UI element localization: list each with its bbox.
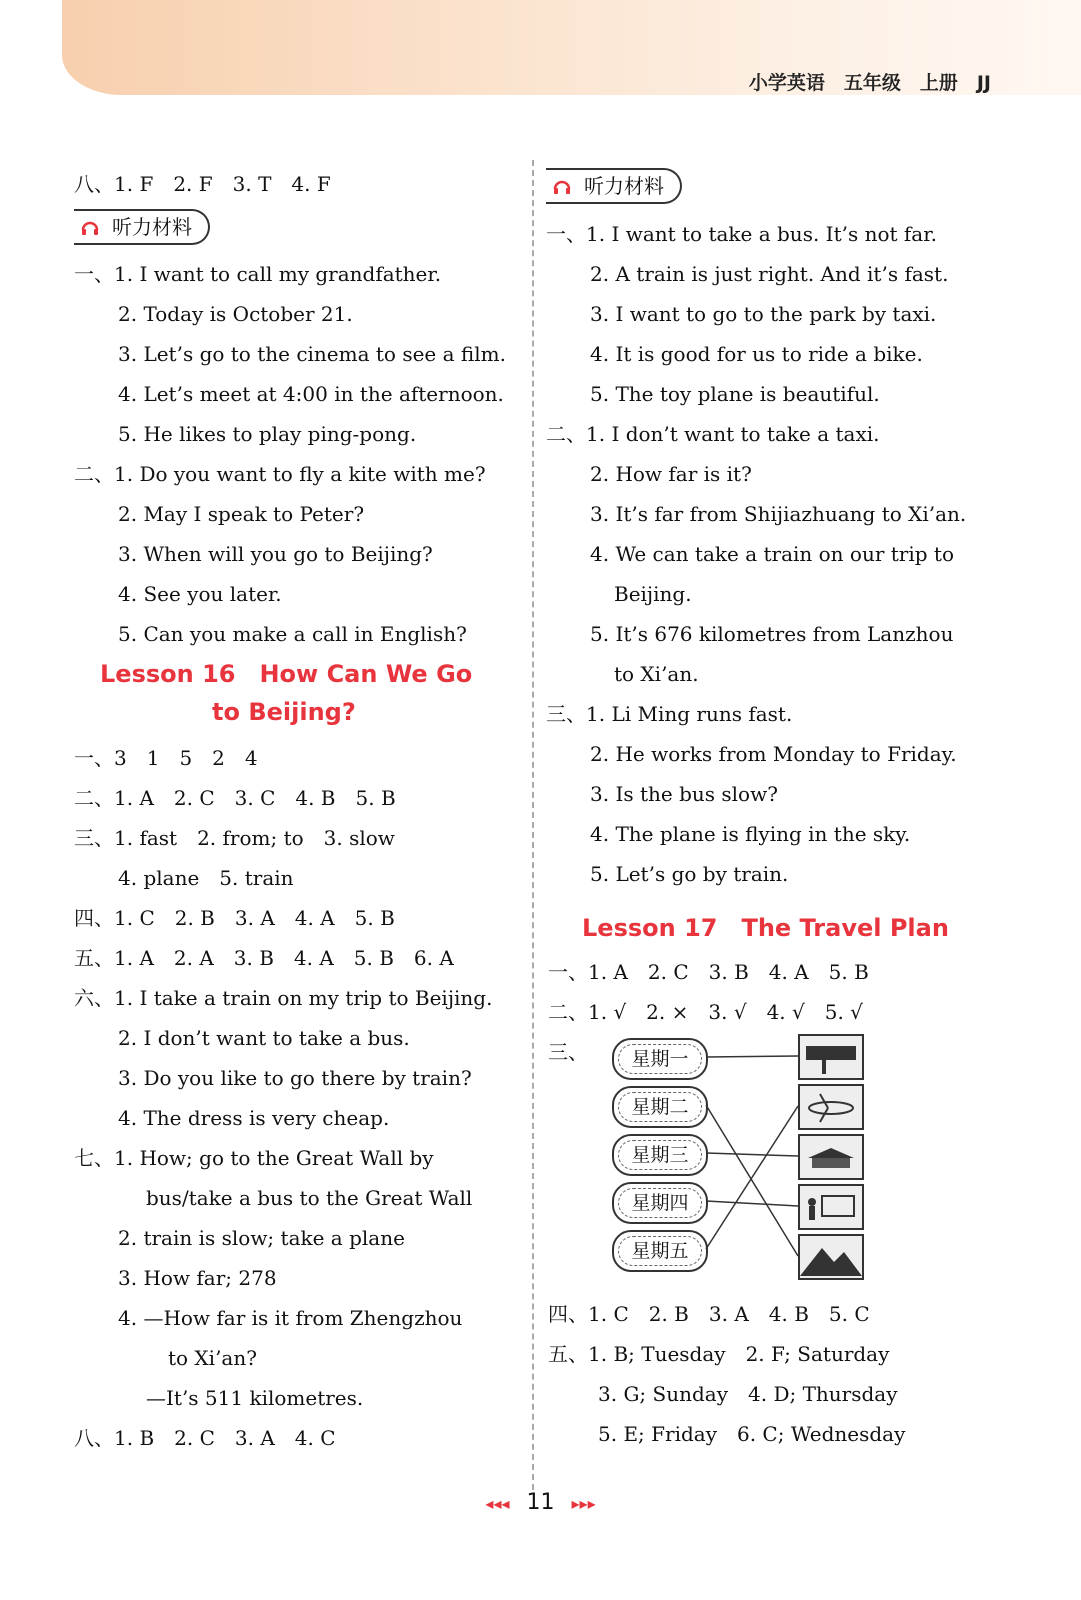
- answer-line: 五、1. A 2. A 3. B 4. A 5. B 6. A: [74, 946, 454, 970]
- answer-line: 六、1. I take a train on my trip to Beijing.: [74, 986, 493, 1010]
- answer-line: to Xi’an.: [614, 662, 699, 686]
- answer-line: 2. He works from Monday to Friday.: [590, 742, 957, 766]
- answer-line: 3. It’s far from Shijiazhuang to Xi’an.: [590, 502, 967, 526]
- answer-line: 4. Let’s meet at 4:00 in the afternoon.: [118, 382, 504, 406]
- answer-line: 五、1. B; Tuesday 2. F; Saturday: [548, 1342, 890, 1366]
- day-pill: 星期四: [612, 1182, 708, 1224]
- answer-line: bus/take a bus to the Great Wall: [146, 1186, 473, 1210]
- day-pill: 星期五: [612, 1230, 708, 1272]
- answer-line: 2. A train is just right. And it’s fast.: [590, 262, 949, 286]
- answer-line: 4. plane 5. train: [118, 866, 294, 890]
- answer-line: 4. It is good for us to ride a bike.: [590, 342, 923, 366]
- answer-line: 4. The dress is very cheap.: [118, 1106, 390, 1130]
- answer-line: 四、1. C 2. B 3. A 4. B 5. C: [548, 1302, 870, 1326]
- answer-line: 2. How far is it?: [590, 462, 752, 486]
- lesson17-title: Lesson 17 The Travel Plan: [582, 914, 949, 942]
- prev-arrows-icon: ◂◂◂: [485, 1494, 510, 1513]
- answer-line: 3. Is the bus slow?: [590, 782, 778, 806]
- answer-line: 4. See you later.: [118, 582, 282, 606]
- answer-line: 2. I don’t want to take a bus.: [118, 1026, 410, 1050]
- answer-line: 二、1. I don’t want to take a taxi.: [546, 422, 880, 446]
- day-pill: 星期一: [612, 1038, 708, 1080]
- answer-line: 2. May I speak to Peter?: [118, 502, 365, 526]
- answer-line: —It’s 511 kilometres.: [146, 1386, 364, 1410]
- answer-line: 3. G; Sunday 4. D; Thursday: [598, 1382, 898, 1406]
- answer-line: 七、1. How; go to the Great Wall by: [74, 1146, 434, 1170]
- answer-line: 3. Do you like to go there by train?: [118, 1066, 472, 1090]
- answer-line: 5. E; Friday 6. C; Wednesday: [598, 1422, 906, 1446]
- lesson16-title-line2: to Beijing?: [212, 698, 356, 726]
- lesson16-title-line1: Lesson 16 How Can We Go: [100, 660, 473, 688]
- page-number: 11: [526, 1490, 555, 1515]
- day-pill: 星期三: [612, 1134, 708, 1176]
- answer-line: to Xi’an?: [168, 1346, 257, 1370]
- answer-line: 一、1. I want to take a bus. It’s not far.: [546, 222, 937, 246]
- answer-line: 2. train is slow; take a plane: [118, 1226, 405, 1250]
- answer-line: Beijing.: [614, 582, 692, 606]
- listening-label-text: 听力材料: [584, 174, 664, 198]
- answer-line: 4. The plane is flying in the sky.: [590, 822, 911, 846]
- day-pill: 星期二: [612, 1086, 708, 1128]
- answer-line: 三、: [548, 1040, 588, 1064]
- answer-line: 三、1. Li Ming runs fast.: [546, 702, 793, 726]
- answer-line: 一、3 1 5 2 4: [74, 746, 258, 770]
- answer-line: 3. I want to go to the park by taxi.: [590, 302, 937, 326]
- answer-line: 3. Let’s go to the cinema to see a film.: [118, 342, 506, 366]
- answer-line: 5. The toy plane is beautiful.: [590, 382, 880, 406]
- answer-line: 四、1. C 2. B 3. A 4. A 5. B: [74, 906, 395, 930]
- answer-line: 2. Today is October 21.: [118, 302, 353, 326]
- answer-line: 一、1. I want to call my grandfather.: [74, 262, 442, 286]
- answer-line: 一、1. A 2. C 3. B 4. A 5. B: [548, 960, 869, 984]
- answer-line: 5. He likes to play ping-pong.: [118, 422, 417, 446]
- answer-line: 二、1. √ 2. × 3. √ 4. √ 5. √: [548, 1000, 863, 1024]
- answer-line: 4. —How far is it from Zhengzhou: [118, 1306, 463, 1330]
- answer-line: 5. Can you make a call in English?: [118, 622, 467, 646]
- answer-line: 3. How far; 278: [118, 1266, 277, 1290]
- answer-line: 二、1. A 2. C 3. C 4. B 5. B: [74, 786, 396, 810]
- header-title: 小学英语 五年级 上册 JJ: [748, 72, 991, 94]
- answer-line: 5. Let’s go by train.: [590, 862, 789, 886]
- answer-line: 5. It’s 676 kilometres from Lanzhou: [590, 622, 954, 646]
- answer-line: 八、1. B 2. C 3. A 4. C: [74, 1426, 336, 1450]
- page-number-bar: [0, 1490, 1081, 1515]
- listening-label-text: 听力材料: [112, 215, 192, 239]
- answer-line: 3. When will you go to Beijing?: [118, 542, 433, 566]
- answer-line: 二、1. Do you want to fly a kite with me?: [74, 462, 486, 486]
- answer-line: 三、1. fast 2. from; to 3. slow: [74, 826, 395, 850]
- answer-line: 4. We can take a train on our trip to: [590, 542, 954, 566]
- answer-line: 八、1. F 2. F 3. T 4. F: [74, 172, 331, 196]
- next-arrows-icon: ▸▸▸: [571, 1494, 596, 1513]
